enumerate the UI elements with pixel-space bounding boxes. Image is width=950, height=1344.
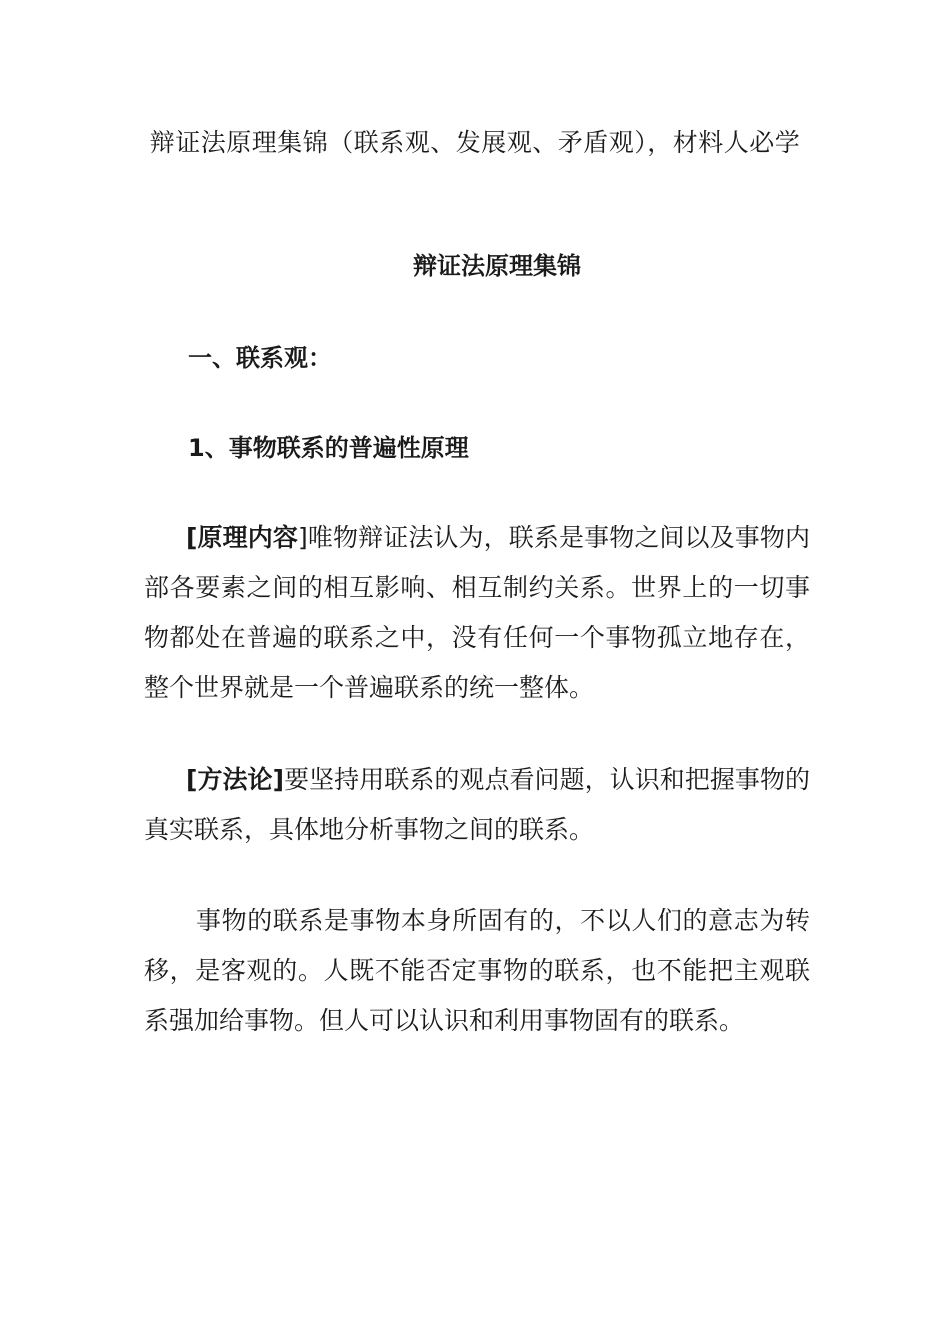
section-heading: 一、联系观：	[188, 344, 332, 372]
paragraph-lead-label: [原理内容	[186, 523, 298, 552]
paragraph-text: 事物的联系是事物本身所固有的，不以人们的意志为转移，是客观的。人既不能否定事物的联系，也不能把主观联系强加给事物。但人可以认识和利用事物固有的联系。	[144, 906, 810, 1035]
paragraph-lead-label: [方法论]	[186, 765, 285, 794]
document-title: 辩证法原理集锦（联系观、发展观、矛盾观），材料人必学	[149, 128, 801, 157]
document-subtitle: 辩证法原理集锦	[413, 252, 581, 280]
paragraph-methodology	[144, 755, 810, 855]
paragraph-principle-content	[144, 513, 810, 713]
paragraph-text: ]唯物辩证法认为，联系是事物之间以及事物内部各要素之间的相互影响、相互制约关系。世界上的一切事物都处在普遍的联系之中，没有任何一个事物孤立地存在，整个世界就是一个普遍联系的统一整体。	[144, 523, 810, 702]
paragraph-text: 要坚持用联系的观点看问题，认识和把握事物的真实联系，具体地分析事物之间的联系。	[144, 765, 810, 844]
paragraph-objectivity	[144, 896, 810, 1046]
sub-heading: 1、事物联系的普遍性原理	[188, 434, 469, 462]
